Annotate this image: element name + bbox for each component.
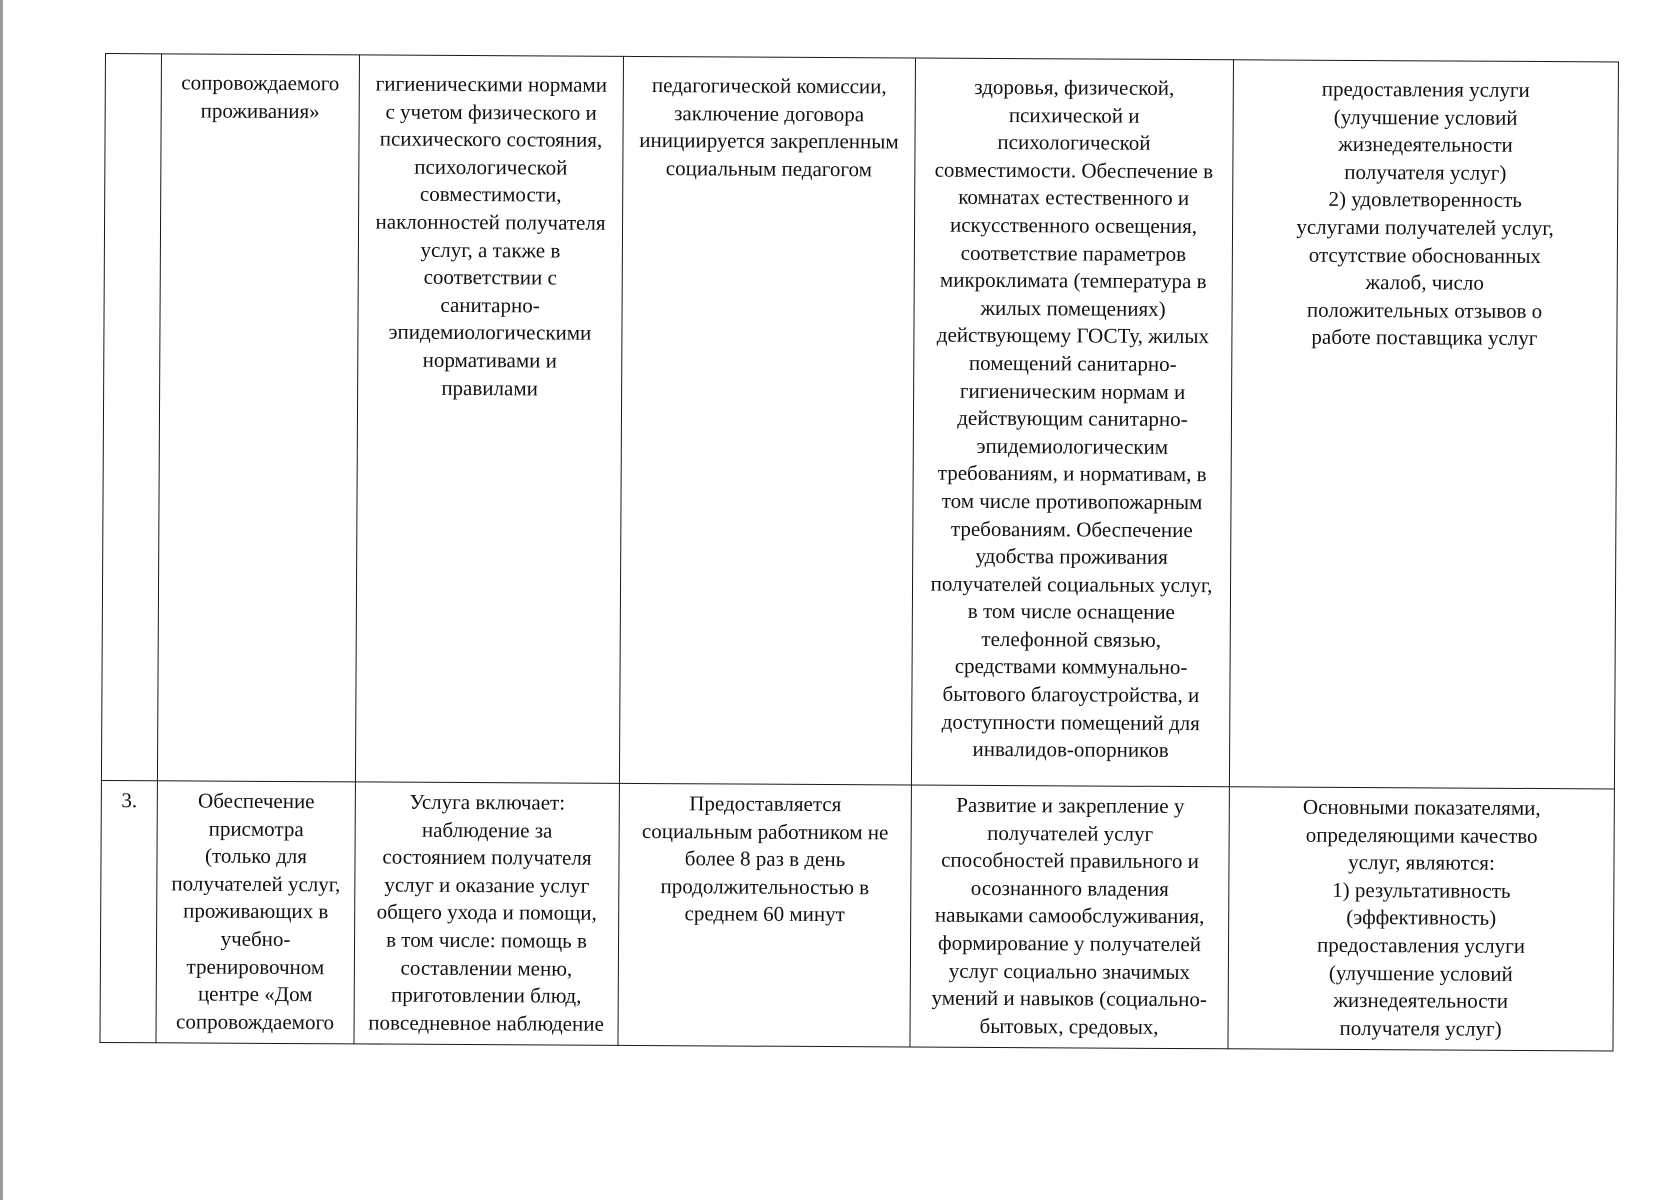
text-line: составлении меню, (400, 955, 573, 981)
text-line: совместимости. Обеспечение в (934, 157, 1214, 183)
text-line: (только для (204, 843, 308, 869)
text-line: Обеспечение (198, 788, 315, 814)
text-line: наблюдение за (421, 817, 553, 843)
provision-terms-cell (618, 783, 911, 1047)
text-line: Предоставляется (689, 791, 842, 817)
text-line: услуг социально значимых (948, 958, 1191, 984)
text-line: правилами (441, 375, 538, 400)
text-line: удобства проживания (975, 543, 1168, 570)
text-line: жалоб, число (1365, 270, 1484, 295)
text-line: действующему ГОСТу, жилых (936, 322, 1210, 349)
text-line: гигиеническим нормам и (959, 378, 1186, 404)
text-line: учебно- (220, 926, 291, 952)
text-line: санитарно- (440, 292, 540, 318)
text-line: Развитие и закрепление у (956, 792, 1185, 819)
text-line: услугами получателей услуг, (1296, 214, 1554, 241)
text-line: положительных отзывов о (1306, 297, 1543, 323)
row-number-cell: 3. (100, 780, 157, 1042)
text-line: способностей правильного и (941, 847, 1199, 874)
text-line: гигиеническими нормами (375, 71, 608, 97)
text-line: получателей услуг, (171, 871, 341, 897)
quality-standards-cell (911, 58, 1233, 787)
text-line: осознанного владения (970, 875, 1169, 901)
text-line: искусственного освещения, (949, 212, 1198, 239)
text-line: психологической (997, 130, 1151, 156)
text-line: бытового благоустройства, и (942, 681, 1200, 708)
row-number-cell (101, 54, 161, 781)
text-line: повседневное наблюдение (368, 1010, 604, 1036)
text-line: предоставления услуги (1321, 76, 1530, 102)
text-line: соответствие параметров (960, 240, 1187, 266)
text-line: 1) результативность (1332, 877, 1511, 903)
text-line: проживающих в (183, 898, 329, 924)
text-line: среднем 60 минут (684, 901, 845, 927)
text-line: заключение договора (674, 100, 865, 126)
text-line: навыками самообслуживания, (934, 903, 1205, 929)
text-line: работе поставщика услуг (1311, 325, 1538, 351)
text-line: в том числе: помощь в (386, 927, 587, 953)
text-line: бытовых, средовых, (979, 1013, 1159, 1039)
text-line: определяющими качество (1305, 822, 1538, 848)
text-line: Основными показателями, (1302, 794, 1541, 821)
text-line: более 8 раз в день (684, 846, 846, 872)
text-line: состоянием получателя (382, 844, 592, 870)
text-line: совместимости, (419, 182, 562, 207)
text-line: получателей социальных услуг, (930, 571, 1213, 597)
text-line: получателя услуг) (1339, 1015, 1502, 1041)
text-line: социальным работником не (641, 818, 889, 844)
text-line: услуг, являются: (1348, 850, 1495, 875)
text-line: получателя услуг) (1344, 159, 1507, 185)
text-line: комнатах естественного и (958, 185, 1190, 211)
text-line: микроклимата (температура в (939, 267, 1207, 294)
text-line: умений и навыков (социально- (931, 985, 1207, 1012)
text-line: продолжительностью в (660, 873, 870, 900)
text-line: социальным педагогом (665, 155, 872, 182)
text-line: эпидемиологическим (976, 433, 1169, 459)
text-line: средствами коммунально- (954, 654, 1188, 680)
text-line: нормативами и (422, 347, 557, 373)
text-line: 2) удовлетворенность (1328, 187, 1522, 213)
text-line: инвалидов-опорников (972, 737, 1169, 763)
text-line: общего ухода и помощи, (376, 899, 597, 926)
text-line: предоставления услуги (1316, 932, 1526, 958)
text-line: (улучшение условий (1333, 104, 1518, 130)
text-line: жизнедеятельности (1333, 988, 1509, 1014)
service-description-cell (354, 782, 619, 1045)
text-line: наклонностей получателя (375, 209, 606, 235)
service-name-cell (156, 781, 355, 1044)
service-name-cell (157, 54, 359, 782)
text-line: соответствии с (423, 264, 557, 290)
text-line: Услуга включает: (409, 789, 566, 815)
text-line: сопровождаемого (176, 1009, 335, 1035)
text-line: проживания» (200, 98, 320, 123)
table-row (101, 54, 1618, 789)
text-line: получателей услуг (987, 820, 1154, 846)
text-line: помещений санитарно- (968, 350, 1177, 376)
service-description-cell (355, 55, 623, 783)
text-line: требованиям. Обеспечение (950, 516, 1193, 542)
text-line: (улучшение условий (1328, 960, 1513, 986)
text-line: инициируется закрепленным (639, 128, 899, 154)
text-line: жизнедеятельности (1338, 132, 1513, 158)
text-line: формирование у получателей (938, 930, 1202, 957)
quality-standards-cell (910, 785, 1229, 1049)
text-line: жилых помещениях) (980, 295, 1166, 321)
text-line: том числе противопожарным (941, 488, 1203, 515)
text-line: тренировочном (186, 954, 325, 979)
text-line: психической и (1008, 102, 1140, 128)
text-line: действующим санитарно- (957, 405, 1188, 432)
table-row (100, 780, 1614, 1050)
quality-indicators-cell (1229, 60, 1618, 789)
text-line: телефонной связью, (981, 626, 1162, 652)
text-line: эпидемиологическими (388, 319, 592, 346)
text-line: доступности помещений для (941, 709, 1200, 735)
text-line: сопровождаемого (181, 70, 340, 96)
text-line: требованиям, и нормативам, в (937, 460, 1207, 487)
text-line: психического состояния, (379, 126, 603, 152)
text-line: здоровья, физической, (974, 74, 1175, 100)
text-line: психологической (414, 154, 568, 180)
provision-terms-cell (619, 56, 915, 785)
text-line: с учетом физического и (385, 99, 597, 125)
text-line: педагогической комиссии, (651, 73, 887, 99)
services-table (99, 53, 1619, 1051)
text-line: центре «Дом (197, 981, 313, 1007)
scan-edge (0, 0, 3, 1200)
quality-indicators-cell (1228, 787, 1614, 1051)
text-line: услуг и оказание услуг (384, 872, 590, 898)
text-line: приготовлении блюд, (391, 982, 582, 1008)
text-line: (эффективность) (1346, 905, 1497, 931)
text-line: отсутствие обоснованных (1308, 242, 1542, 268)
text-line: присмотра (208, 816, 304, 841)
text-line: услуг, а также в (420, 237, 561, 263)
text-line: в том числе оснащение (967, 599, 1175, 625)
